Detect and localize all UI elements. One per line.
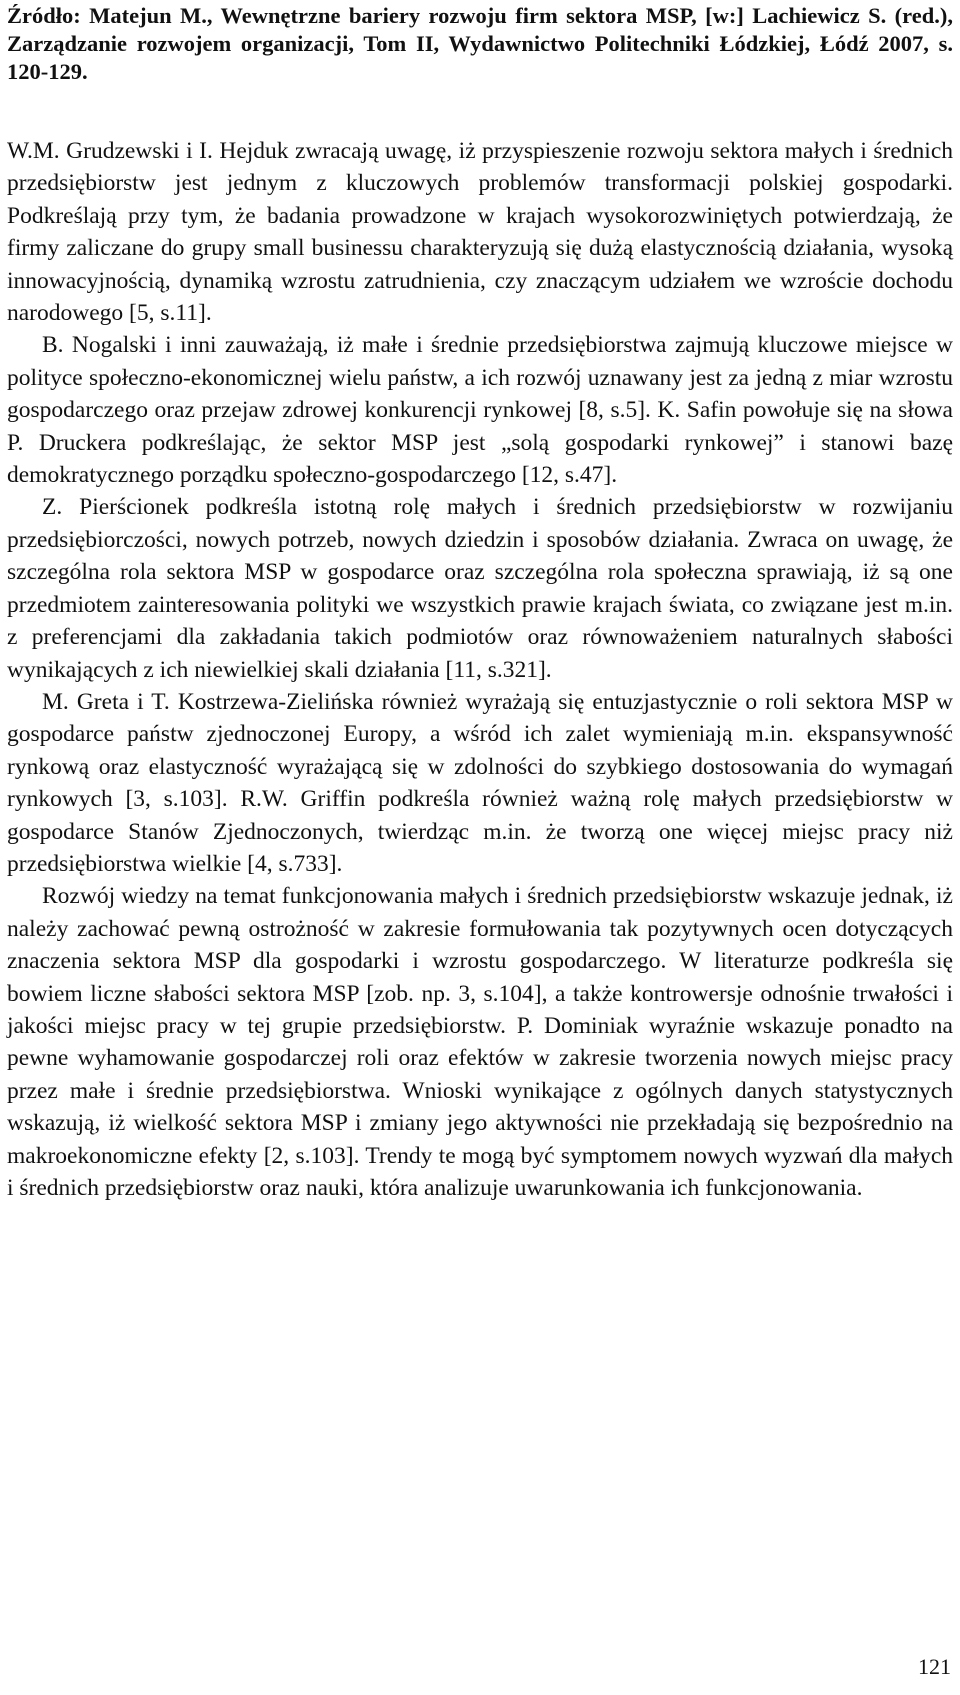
source-note — [7, 0, 953, 86]
paragraph-nogalski: B. Nogalski i inni zauważają, iż małe i średnie przedsiębiorstwa zajmują kluczowe miejsce w polityce społeczno-ekonomicznej wielu państw, a ich rozwój uznawany jest za jedną z miar wzrostu gospodarczego oraz przejaw zdrowej konkurencji rynkowej [8, s.5]. K. Safin powołuje się na słowa P. Druckera podkreślając, że sektor MSP jest „solą gospodarki rynkowej” i stanowi bazę demokratycznego porządku społeczno-gospodarczego [12, s.47]. — [7, 332, 953, 489]
paragraph-greta-kostrzewa: M. Greta i T. Kostrzewa-Zielińska również wyrażają się entuzjastycznie o roli sektora MSP w gospodarce państw zjednoczonej Europy, a wśród ich zalet wymieniają m.in. ekspansywność rynkową oraz elastyczność wyrażającą się w zdolności do szybkiego dostosowania do wymagań rynkowych [3, s.103]. R.W. Griffin podkreśla również ważną rolę małych przedsiębiorstw w gospodarce Stanów Zjednoczonych, twierdząc m.in. że tworzą one więcej miejsc pracy niż przedsiębiorstwa wielkie [4, s.733]. — [7, 688, 953, 877]
source-note-text: Matejun M., Wewnętrzne bariery rozwoju firm sektora MSP, [w:] Lachiewicz S. (red.), Zarządzanie rozwojem organizacji, Tom II, Wydawnictwo Politechniki Łódzkiej, Łódź 2007, s. 120-129. — [7, 3, 953, 84]
document-page — [7, 0, 953, 1204]
paragraph-rozwoj-wiedzy: Rozwój wiedzy na temat funkcjonowania małych i średnich przedsiębiorstw wskazuje jednak, iż należy zachować pewną ostrożność w zakresie formułowania tak pozytywnych ocen dotyczących znaczenia sektora MSP dla gospodarki i wzrostu gospodarczego. W literaturze podkreśla się bowiem liczne słabości sektora MSP [zob. np. 3, s.104], a także kontrowersje odnośnie trwałości i jakości miejsc pracy w tej grupie przedsiębiorstw. P. Dominiak wyraźnie wskazuje ponadto na pewne wyhamowanie gospodarczej roli oraz efektów w zakresie tworzenia nowych miejsc pracy przez małe i średnie przedsiębiorstwa. Wnioski wynikające z ogólnych danych statystycznych wskazują, iż wielkość sektora MSP i zmiany jego aktywności nie przekładają się bezpośrednio na makroekonomiczne efekty [2, s.103]. Trendy te mogą być symptomem nowych wyzwań dla małych i średnich przedsiębiorstw oraz nauki, która analizuje uwarunkowania ich funkcjonowania. — [7, 883, 953, 1201]
page-number: 121 — [918, 1654, 951, 1679]
source-note-label: Źródło: — [7, 3, 81, 28]
paragraph-grudzewski-hejduk: W.M. Grudzewski i I. Hejduk zwracają uwagę, iż przyspieszenie rozwoju sektora małych i średnich przedsiębiorstw jest jednym z kluczowych problemów transformacji polskiej gospodarki. Podkreślają przy tym, że badania prowadzone w krajach wysokorozwiniętych potwierdzają, że firmy zaliczane do grupy small businessu charakteryzują się dużą elastycznością działania, wysoką innowacyjnością, dynamiką wzrostu zatrudnienia, czy znaczącym udziałem we wzroście dochodu narodowego [5, s.11]. — [7, 138, 953, 327]
paragraph-pierscionek: Z. Pierścionek podkreśla istotną rolę małych i średnich przedsiębiorstw w rozwijaniu przedsiębiorczości, nowych potrzeb, nowych dziedzin i sposobów działania. Zwraca on uwagę, że szczególna rola sektora MSP w gospodarce oraz szczególna rola społeczna sprawiają, iż są one przedmiotem zainteresowania polityki we wszystkich prawie krajach świata, co związane jest m.in. z preferencjami dla zakładania takich podmiotów oraz równoważeniem naturalnych słabości wynikających z ich niewielkiej skali działania [11, s.321]. — [7, 494, 953, 683]
body-text — [7, 135, 953, 1204]
